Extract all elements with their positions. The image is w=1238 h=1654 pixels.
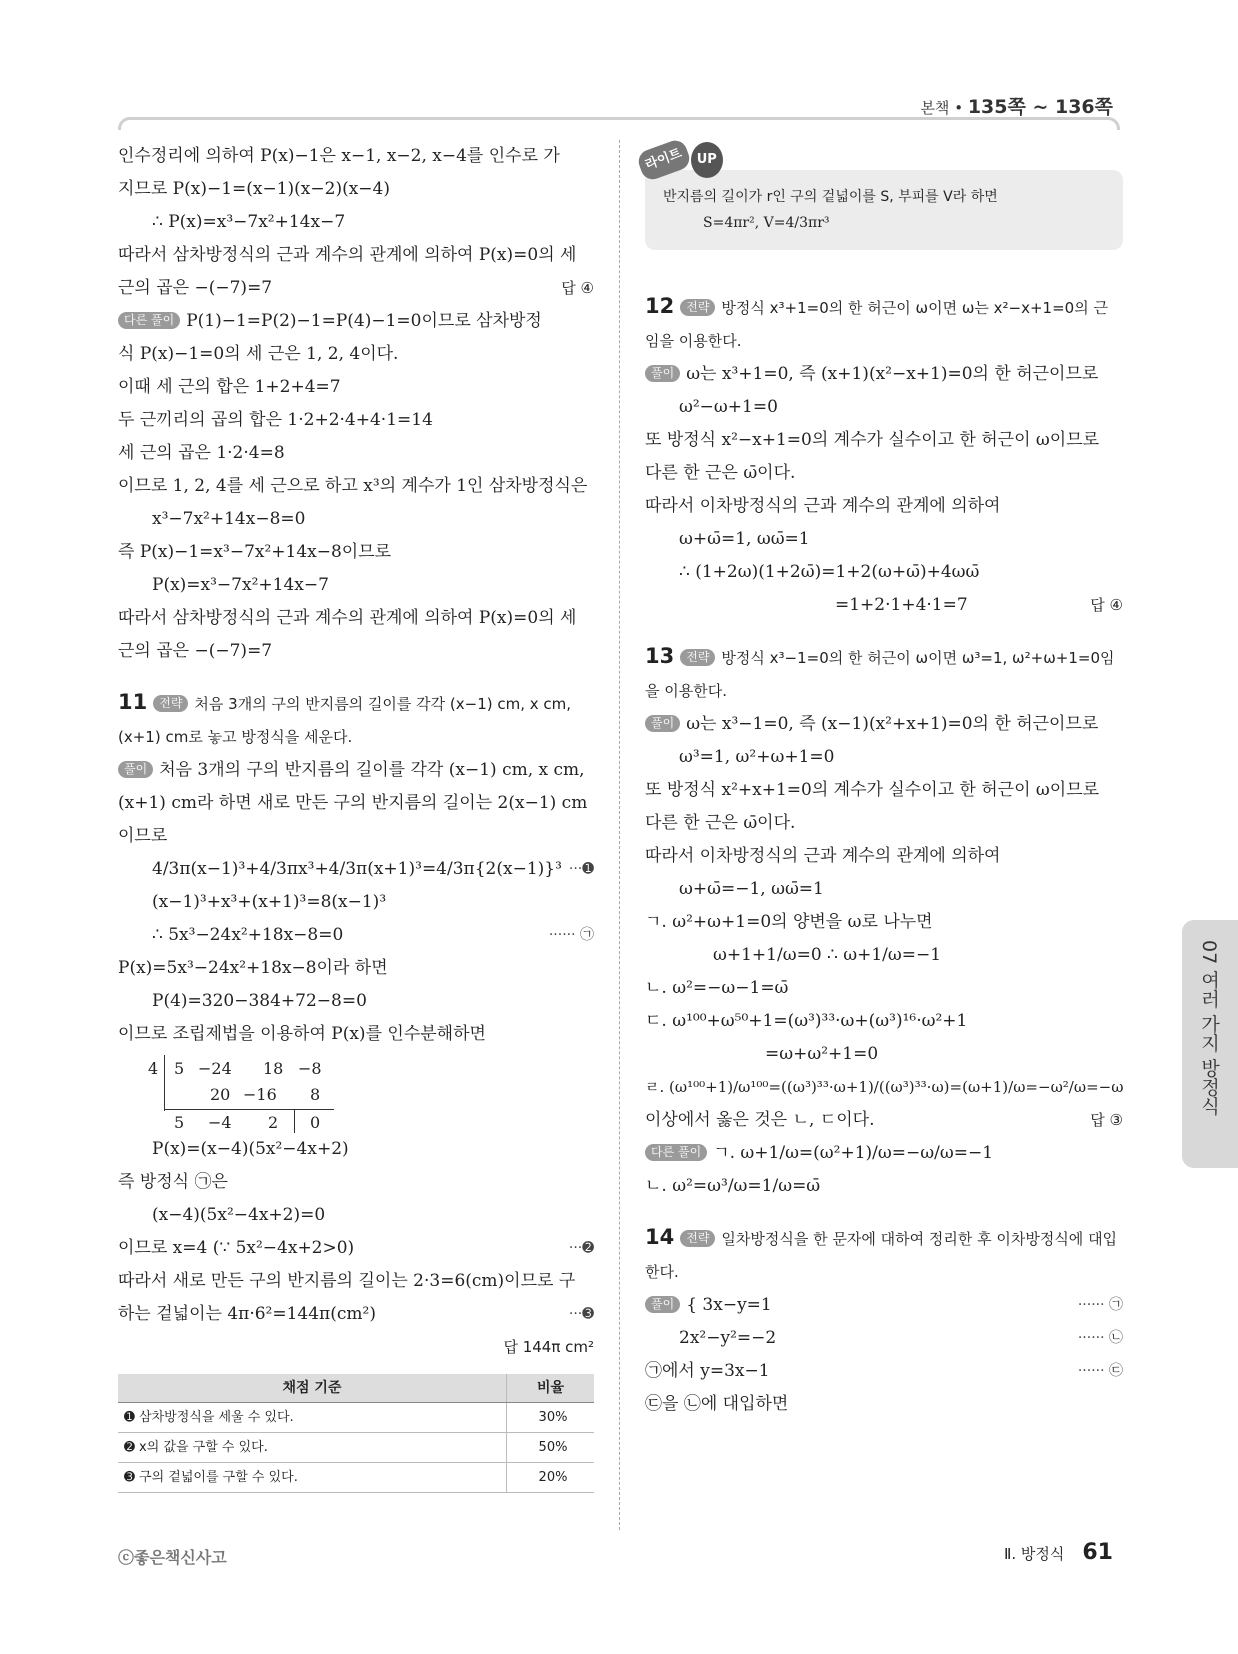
solution-tag: 풀이 [645, 715, 680, 732]
text-line: 이때 세 근의 합은 1+2+4=7 [118, 377, 341, 397]
strategy-text: 방정식 x³+1=0의 한 허근이 ω이면 ω는 x²−x+1=0의 근 [721, 299, 1108, 317]
table-cell: 30% [507, 1403, 595, 1433]
synth-cell: 2 [268, 1113, 279, 1132]
table-cell: ➋ x의 값을 구할 수 있다. [118, 1433, 507, 1463]
table-cell: ➌ 구의 겉넓이를 구할 수 있다. [118, 1463, 507, 1493]
problem-number: 11 [118, 690, 148, 714]
equation-line: ω³=1, ω²+ω+1=0 [679, 747, 835, 767]
problem-number: 12 [645, 294, 675, 318]
solution-tag: 풀이 [118, 761, 153, 778]
text-line: ㄱ. ω²+ω+1=0의 양변을 ω로 나누면 [645, 912, 933, 932]
scoring-table [118, 1374, 594, 1493]
column-divider [619, 140, 620, 1530]
strategy-tag: 전략 [680, 649, 715, 666]
text-line: ω는 x³−1=0, 즉 (x−1)(x²+x+1)=0의 한 허근이므로 [686, 714, 1099, 734]
equation-label: ······ ㉡ [1077, 1330, 1123, 1346]
problem-number: 13 [645, 644, 675, 668]
text-line: 이므로 [118, 826, 168, 846]
equation-line: 4/3π(x−1)³+4/3πx³+4/3π(x+1)³=4/3π{2(x−1)}³ [152, 859, 562, 879]
table-header: 비율 [507, 1374, 595, 1403]
synth-cell: 20 [210, 1085, 231, 1104]
equation-line: =ω+ω²+1=0 [765, 1044, 879, 1064]
strategy-text: 한다. [645, 1263, 679, 1281]
equation-line: 2x²−y²=−2 [679, 1328, 777, 1348]
equation-label: ······ ㉠ [548, 927, 594, 943]
text-line: 이상에서 옳은 것은 ㄴ, ㄷ이다. [645, 1110, 875, 1130]
equation-line: ω+1+1/ω=0 ∴ ω+1/ω=−1 [713, 945, 942, 965]
chapter-side-tab [1182, 920, 1238, 1168]
text-line: 근의 곱은 −(−7)=7 [118, 641, 273, 661]
synth-cell: 5 [174, 1059, 185, 1078]
strategy-tag: 전략 [680, 1230, 715, 1247]
text-line: 근의 곱은 −(−7)=7 [118, 278, 273, 298]
answer-mark: 답 ③ [1090, 1111, 1123, 1129]
synth-divisor: 4 [148, 1059, 159, 1078]
table-cell: 50% [507, 1433, 595, 1463]
strategy-text: 임을 이용한다. [645, 332, 742, 350]
equation-line: ∴ P(x)=x³−7x²+14x−7 [152, 212, 346, 232]
text-line: 인수정리에 의하여 P(x)−1은 x−1, x−2, x−4를 인수로 가 [118, 146, 560, 166]
equation-line: (x−4)(5x²−4x+2)=0 [152, 1205, 326, 1225]
equation-line: ∴ (1+2ω)(1+2ω̄)=1+2(ω+ω̄)+4ωω̄ [679, 562, 980, 582]
table-row [118, 1433, 594, 1463]
synth-cell: 18 [263, 1059, 284, 1078]
text-line: 이므로 1, 2, 4를 세 근으로 하고 x³의 계수가 1인 삼차방정식은 [118, 476, 588, 496]
strategy-text: 처음 3개의 구의 반지름의 길이를 각각 (x−1) cm, x cm, [194, 695, 572, 713]
tip-box [643, 146, 1123, 250]
step-marker: ···➋ [568, 1240, 594, 1256]
text-line: 세 근의 곱은 1·2·4=8 [118, 443, 285, 463]
strategy-text: 일차방정식을 한 문자에 대하여 정리한 후 이차방정식에 대입 [721, 1230, 1118, 1248]
equation-line: P(x)=x³−7x²+14x−7 [152, 575, 329, 595]
page-footer [1004, 1540, 1113, 1565]
text-line: ㉠에서 y=3x−1 [645, 1361, 770, 1381]
chapter-tab-label: 07 여러 가지 방정식 [1198, 940, 1220, 1116]
text-line: ㉢을 ㉡에 대입하면 [645, 1394, 789, 1414]
text-line: 다른 한 근은 ω̄이다. [645, 813, 796, 833]
strategy-tag: 전략 [680, 299, 715, 316]
table-cell: 20% [507, 1463, 595, 1493]
publisher-logo: ⓒ좋은책신사고 [118, 1548, 227, 1567]
synth-cell: −4 [208, 1113, 232, 1132]
synth-cell: 8 [310, 1085, 321, 1104]
synthetic-division [118, 1051, 594, 1133]
equation-line: ω+ω̄=−1, ωω̄=1 [679, 879, 824, 899]
table-cell: ➊ 삼차방정식을 세울 수 있다. [118, 1403, 507, 1433]
synth-cell: 0 [310, 1113, 321, 1132]
text-line: 또 방정식 x²+x+1=0의 계수가 실수이고 한 허근이 ω이므로 [645, 780, 1100, 800]
strategy-text: 방정식 x³−1=0의 한 허근이 ω이면 ω³=1, ω²+ω+1=0임 [721, 649, 1115, 667]
equation-line: ω²−ω+1=0 [679, 397, 778, 417]
text-line: 이므로 조립제법을 이용하여 P(x)를 인수분해하면 [118, 1024, 486, 1044]
header-rule [118, 117, 1120, 130]
text-line: 따라서 이차방정식의 근과 계수의 관계에 의하여 [645, 496, 1001, 516]
equation-line: =1+2·1+4·1=7 [835, 595, 968, 615]
step-marker: ···➊ [568, 861, 594, 877]
text-line: 또 방정식 x²−x+1=0의 계수가 실수이고 한 허근이 ω이므로 [645, 430, 1100, 450]
text-line: 따라서 새로 만든 구의 반지름의 길이는 2·3=6(cm)이므로 구 [118, 1271, 576, 1291]
strategy-tag: 전략 [153, 695, 188, 712]
equation-line: ㄱ. ω+1/ω=(ω²+1)/ω=−ω/ω=−1 [713, 1143, 994, 1163]
text-line: P(x)=5x³−24x²+18x−8이라 하면 [118, 958, 388, 978]
equation-line: ㄴ. ω²=−ω−1=ω̄ [645, 978, 789, 998]
alt-solution-tag: 다른 풀이 [645, 1144, 707, 1161]
answer-mark: 답 ④ [561, 279, 594, 297]
answer-mark: 답 ④ [1090, 596, 1123, 614]
equation-line: ㄷ. ω¹⁰⁰+ω⁵⁰+1=(ω³)³³·ω+(ω³)¹⁶·ω²+1 [645, 1011, 968, 1031]
text-line: (x+1) cm라 하면 새로 만든 구의 반지름의 길이는 2(x−1) cm [118, 793, 588, 813]
page-header: 본책 • 135쪽 ~ 136쪽 [920, 96, 1113, 118]
right-column: 라이트 UP 반지름의 길이가 r인 구의 겉넓이를 S, 부피를 V라 하면 S=4πr², V=4/3πr³ 12 전략 방정식 x³+1=0의 한 허근이 ω이면 ω는 x²−x+1=0의 근 임을 이용한다. 풀이 ω는 x³+1=0, 즉 (x+1)(x²−x+1)=0의 한 허근이므로 ω²−ω+1=0 또 방정식 x²−x+1=0의 계수가 실수이고 한 허근이 ω이므로 다른 한 근은 ω̄이다. 따라서 이차방정식의 근과 계수의 관계에 의하여 ω+ω̄=1, ωω̄=1 ∴ (1+2ω)(1+2ω̄)=1+2(ω+ω̄)+4ωω̄ =1+2·1+4·1=7 답 ④ 13 전략 방정식 x³−1=0의 한 허근이 ω이면 ω³=1, ω²+ω+1=0임 을 이용한다. 풀이 ω는 x³−1=0, 즉 (x−1)(x²+x+1)=0의 한 허근이므로 ω³=1, ω²+ω+1=0 또 방정식 x²+x+1=0의 계수가 실수이고 한 허근이 ω이므로 다른 한 근은 ω̄이다. 따라서 이차방정식의 근과 계수의 관계에 의하여 ω+ω̄=−1, ωω̄=1 ㄱ. ω²+ω+1=0의 양변을 ω로 나누면 ω+1+1/ω=0 ∴ ω+1/ω=−1 ㄴ. ω²=−ω−1=ω̄ ㄷ. ω¹⁰⁰+ω⁵⁰+1=(ω³)³³·ω+(ω³)¹⁶·ω²+1 =ω+ω²+1=0 ㄹ. (ω¹⁰⁰+1)/ω¹⁰⁰=((ω³)³³·ω+1)/((ω³)³³·ω)=(ω+1)/ω=−ω²/ω=−ω 이상에서 옳은 것은 ㄴ, ㄷ이다. 답 ③ 다른 풀이 ㄱ. ω+1/ω=(ω²+1)/ω=−ω/ω=−1 ㄴ. ω²=ω³/ω=1/ω=ω̄ 14 전략 일차방정식을 한 문자에 대하여 정리한 후 이차방정식에 대입 한다. 풀이 { 3x−y=1 ······ ㉠ 2x²−y²=−2 ······ ㉡ ㉠에서 y=3x−1 ······ ㉢ ㉢을 ㉡에 대입하면 [645, 140, 1123, 1421]
tip-formula: S=4πr², V=4/3πr³ [703, 215, 830, 231]
text-line: 식 P(x)−1=0의 세 근은 1, 2, 4이다. [118, 344, 399, 364]
page-number: 61 [1082, 1540, 1113, 1565]
equation-label: ······ ㉠ [1077, 1297, 1123, 1313]
problem-number: 14 [645, 1225, 675, 1249]
equation-line: 3x−y=1 [702, 1295, 772, 1315]
equation-line: ㄴ. ω²=ω³/ω=1/ω=ω̄ [645, 1176, 821, 1196]
tip-text: 반지름의 길이가 r인 구의 겉넓이를 S, 부피를 V라 하면 [663, 189, 998, 205]
equation-line: x³−7x²+14x−8=0 [152, 509, 306, 529]
synth-cell: −24 [198, 1059, 232, 1078]
text-line: ω는 x³+1=0, 즉 (x+1)(x²−x+1)=0의 한 허근이므로 [686, 364, 1099, 384]
text-line: 즉 P(x)−1=x³−7x²+14x−8이므로 [118, 542, 392, 562]
table-row [118, 1403, 594, 1433]
text-line: 처음 3개의 구의 반지름의 길이를 각각 (x−1) cm, x cm, [159, 760, 585, 780]
synth-cell: 5 [174, 1113, 185, 1132]
equation-line: ㄹ. (ω¹⁰⁰+1)/ω¹⁰⁰=((ω³)³³·ω+1)/((ω³)³³·ω)=(ω+1)/ω=−ω²/ω=−ω [645, 1078, 1124, 1096]
text-line: 지므로 P(x)−1=(x−1)(x−2)(x−4) [118, 179, 391, 199]
equation-line: P(x)=(x−4)(5x²−4x+2) [152, 1139, 349, 1159]
step-marker: ···➌ [568, 1306, 594, 1322]
table-row [118, 1463, 594, 1493]
text-line: P(1)−1=P(2)−1=P(4)−1=0이므로 삼차방정 [186, 311, 542, 331]
text-line: 따라서 삼차방정식의 근과 계수의 관계에 의하여 P(x)=0의 세 [118, 608, 577, 628]
equation-line: ω+ω̄=1, ωω̄=1 [679, 529, 810, 549]
strategy-text: 을 이용한다. [645, 682, 727, 700]
tip-badge: 라이트 UP [639, 142, 723, 178]
left-column [118, 140, 594, 1493]
alt-solution-tag: 다른 풀이 [118, 312, 180, 329]
header-pages: 135쪽 ~ 136쪽 [967, 96, 1113, 118]
header-book: 본책 [920, 99, 950, 117]
text-line: 다른 한 근은 ω̄이다. [645, 463, 796, 483]
solution-tag: 풀이 [645, 1296, 680, 1313]
equation-line: P(4)=320−384+72−8=0 [152, 991, 367, 1011]
equation-line: ∴ 5x³−24x²+18x−8=0 [152, 925, 344, 945]
text-line: 따라서 삼차방정식의 근과 계수의 관계에 의하여 P(x)=0의 세 [118, 245, 577, 265]
synth-cell: −16 [243, 1085, 277, 1104]
answer-mark: 답 144π cm² [503, 1338, 594, 1356]
text-line: 따라서 이차방정식의 근과 계수의 관계에 의하여 [645, 846, 1001, 866]
equation-label: ······ ㉢ [1077, 1363, 1123, 1379]
text-line: 두 근끼리의 곱의 합은 1·2+2·4+4·1=14 [118, 410, 433, 430]
text-line: 즉 방정식 ㉠은 [118, 1172, 228, 1192]
synth-cell: −8 [298, 1059, 322, 1078]
footer-chapter: Ⅱ. 방정식 [1003, 1545, 1065, 1563]
text-line: 이므로 x=4 (∵ 5x²−4x+2>0) [118, 1238, 355, 1258]
equation-line: (x−1)³+x³+(x+1)³=8(x−1)³ [152, 892, 387, 912]
strategy-text: (x+1) cm로 놓고 방정식을 세운다. [118, 728, 353, 746]
text-line: 하는 겉넓이는 4π·6²=144π(cm²) [118, 1304, 376, 1324]
table-header: 채점 기준 [118, 1374, 507, 1403]
solution-tag: 풀이 [645, 365, 680, 382]
